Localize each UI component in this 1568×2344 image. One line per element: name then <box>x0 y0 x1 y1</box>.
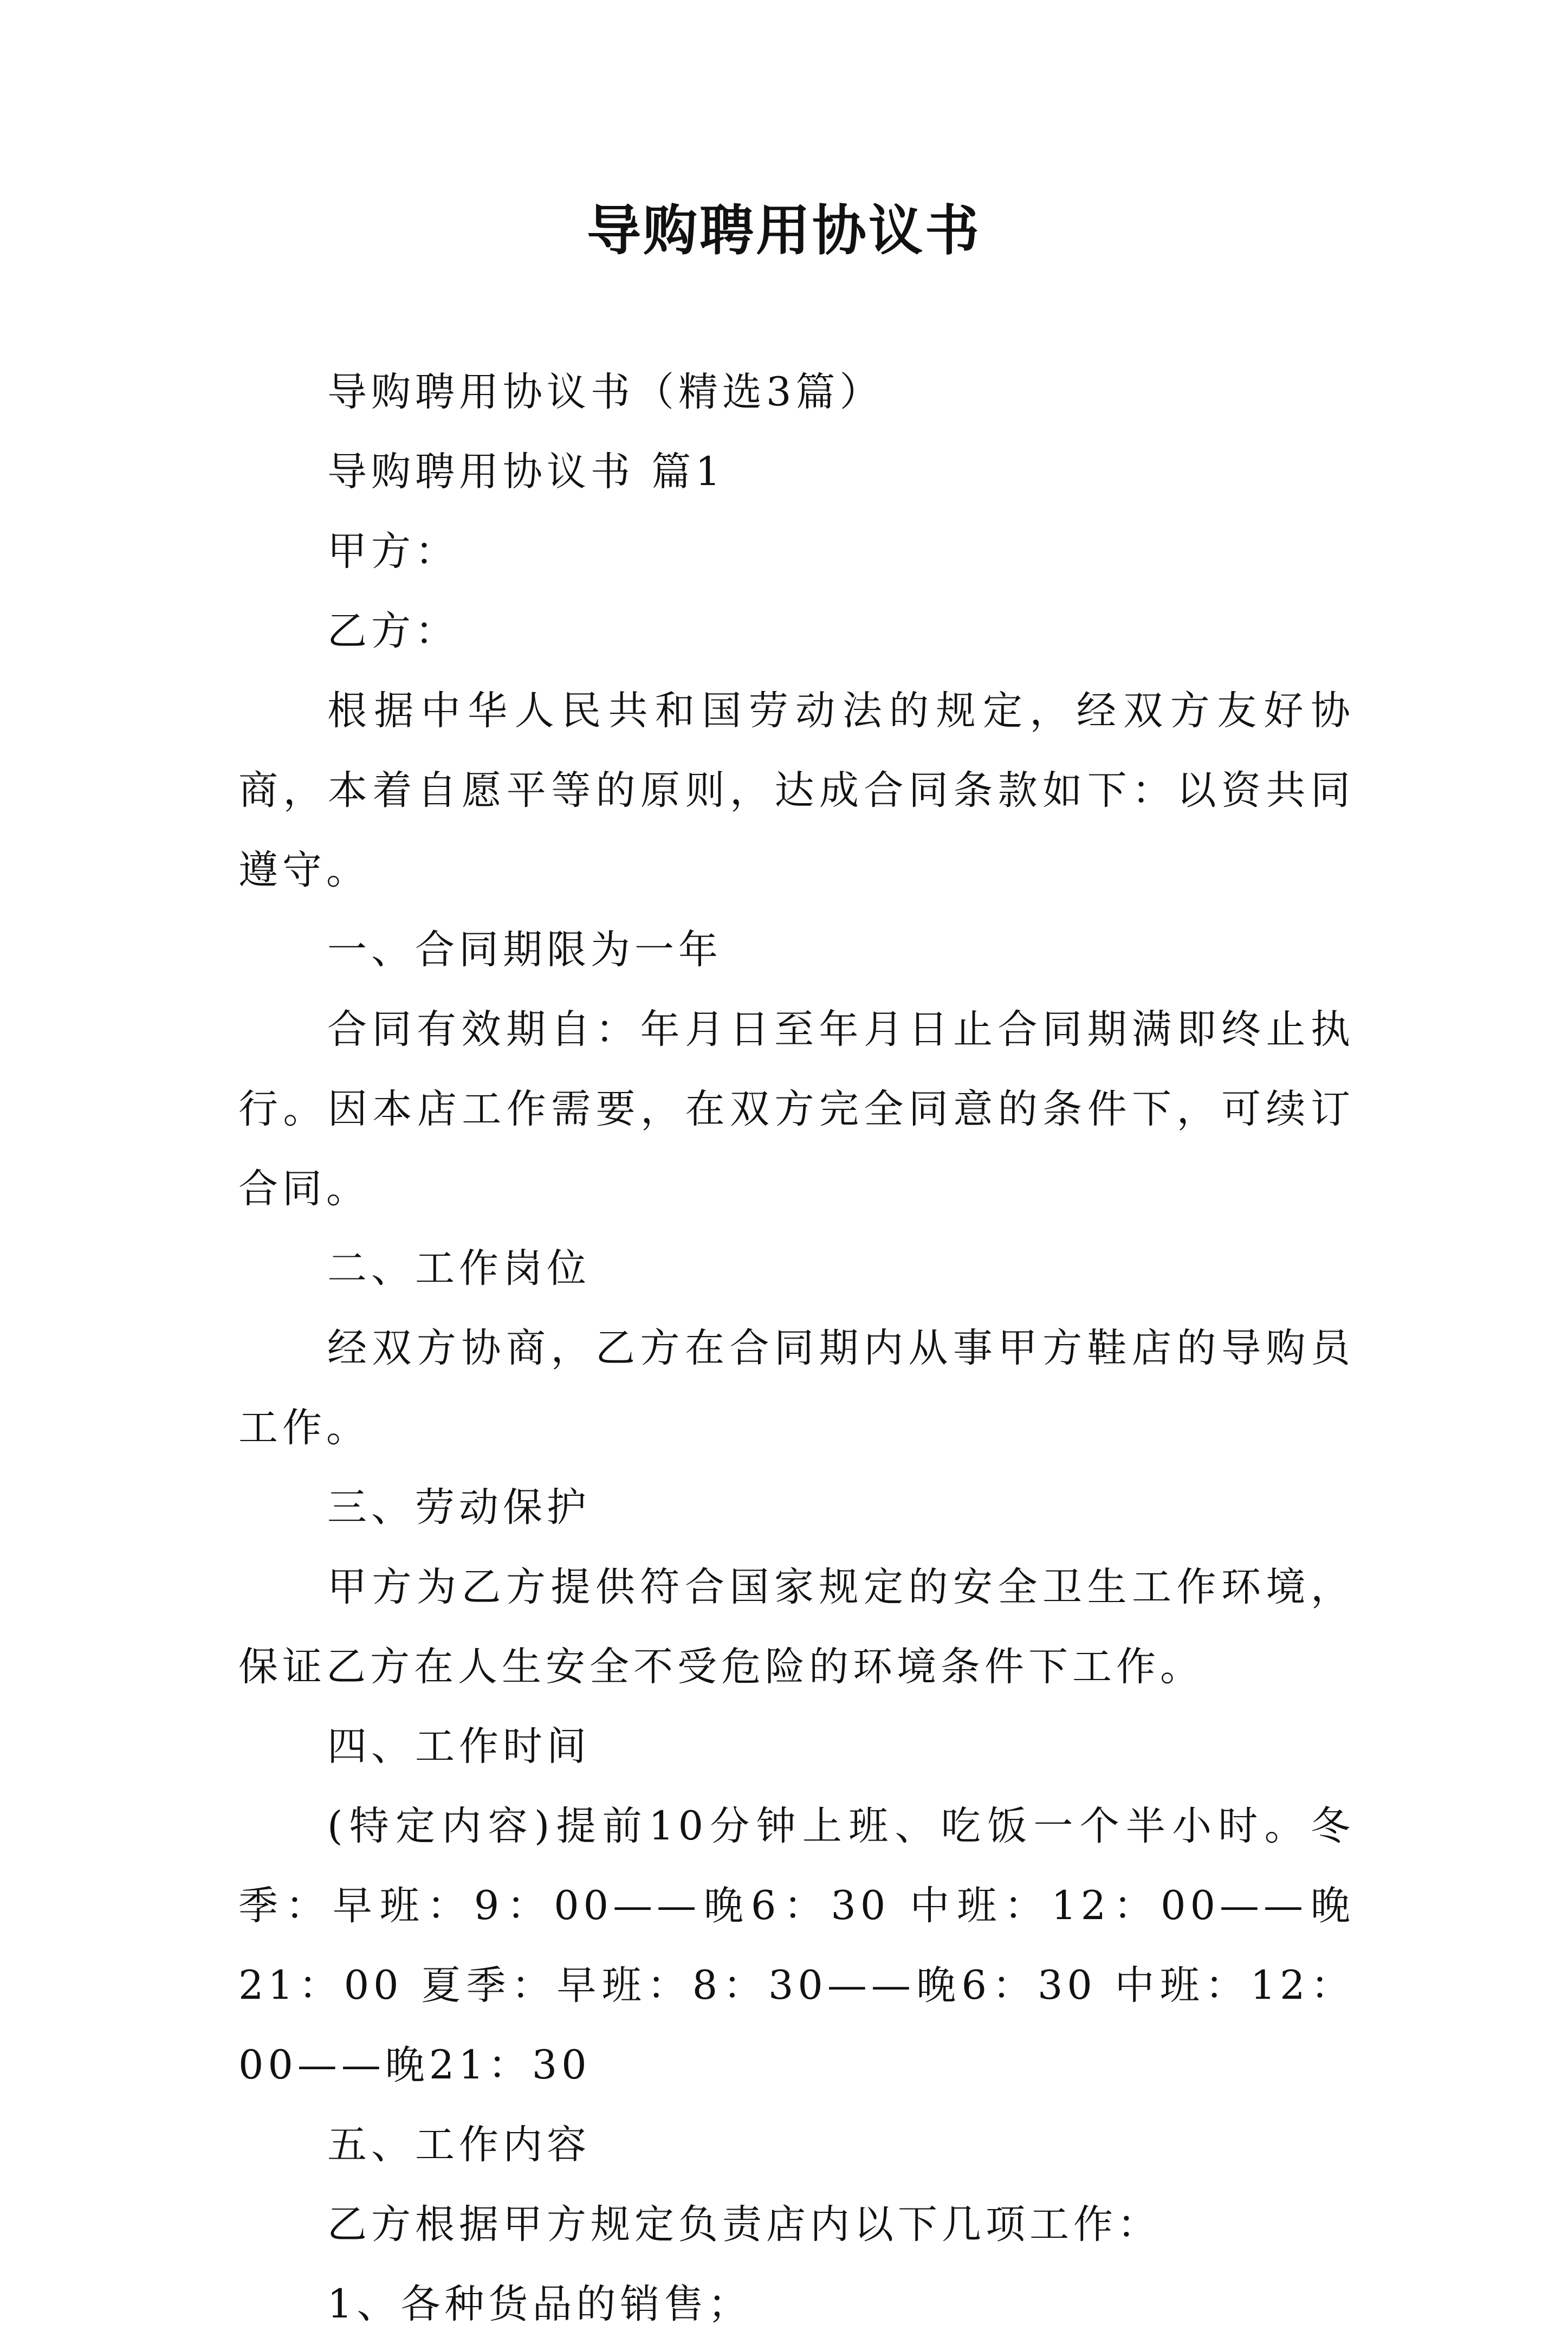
paragraph-protection: 甲方为乙方提供符合国家规定的安全卫生工作环境，保证乙方在人生安全不受危险的环境条件下工作。 <box>238 1564 1355 1690</box>
section-heading-duties: 五、工作内容 <box>327 2122 591 2168</box>
document-body <box>238 352 1355 2344</box>
paragraph-duty-item-1: 1、各种货品的销售； <box>327 2281 752 2327</box>
paragraph-subtitle: 导购聘用协议书（精选3篇） <box>327 369 884 415</box>
section-heading-protection: 三、劳动保护 <box>327 1484 591 1531</box>
section-heading-position: 二、工作岗位 <box>327 1245 591 1292</box>
document-title: 导购聘用协议书 <box>587 198 981 262</box>
paragraph-term: 合同有效期自：年月日至年月日止合同期满即终止执行。因本店工作需要，在双方完全同意的条件下，可续订合同。 <box>238 1006 1355 1212</box>
paragraph-preamble: 根据中华人民共和国劳动法的规定，经双方友好协商，本着自愿平等的原则，达成合同条款如下：以资共同遵守。 <box>238 688 1355 893</box>
paragraph-party-a: 甲方： <box>327 528 459 574</box>
section-heading-term: 一、合同期限为一年 <box>327 927 722 973</box>
paragraph-hours: (特定内容)提前10分钟上班、吃饭一个半小时。冬季：早班：9：00——晚6：30 中班：12：00——晚21：00 夏季：早班：8：30——晚6：30 中班：12：00——晚21：30 <box>238 1803 1355 2088</box>
paragraph-position: 经双方协商，乙方在合同期内从事甲方鞋店的导购员工作。 <box>238 1325 1355 1451</box>
section-heading-hours: 四、工作时间 <box>327 1723 591 1770</box>
paragraph-party-b: 乙方： <box>327 608 459 654</box>
paragraph-duties-intro: 乙方根据甲方规定负责店内以下几项工作： <box>327 2201 1161 2248</box>
paragraph-part-heading: 导购聘用协议书 篇1 <box>327 449 725 495</box>
